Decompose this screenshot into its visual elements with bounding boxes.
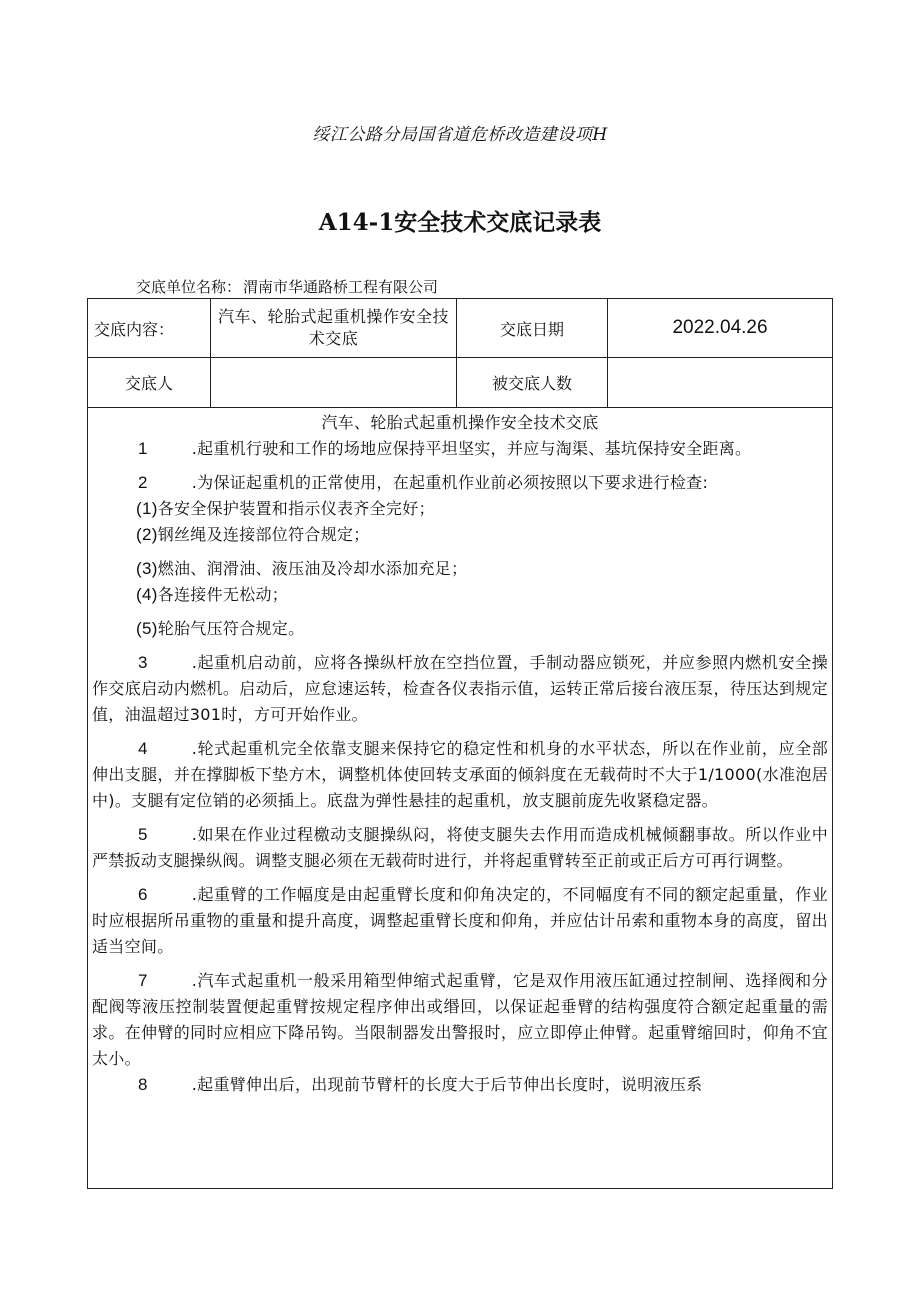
paragraph-2: 2 .为保证起重机的正常使用，在起重机作业前必须按照以下要求进行检查: xyxy=(92,470,828,496)
content-value-cell xyxy=(211,299,457,357)
unit-value: 渭南市华通路桥工程有限公司 xyxy=(243,278,439,296)
record-form xyxy=(87,298,833,1189)
date-value: 2022.04.26 xyxy=(672,317,768,338)
content-value: 汽车、轮胎式起重机操作安全技术交底 xyxy=(217,307,449,348)
form-row-content xyxy=(88,299,832,358)
paragraph-7: 7 .汽车式起重机一般采用箱型伸缩式起重臂，它是双作用液压缸通过控制闸、选择阀和分配阀等液压控制装置便起重臂按规定程序伸出或缗回，以保证起垂臂的结构强度符合额定起重量的需求。在伸臂的同时应相应下降吊钩。当限制器发出警报时，应立即停止伸臂。起重臂缩回时，仰角不宜太小。 xyxy=(92,968,828,1072)
form-row-person xyxy=(88,358,832,408)
paragraph-number: 2 xyxy=(138,473,148,492)
form-title: A14-1安全技术交底记录表 xyxy=(318,209,602,236)
unit-label: 交底单位名称： xyxy=(136,278,242,296)
paragraph-number: 5 xyxy=(138,825,148,844)
person-value xyxy=(211,358,457,407)
person-label: 交底人 xyxy=(88,358,211,407)
count-value xyxy=(608,358,832,407)
paragraph-5: 5 .如果在作业过程檄动支腿操纵闷，将使支腿失去作用而造成机械倾翻事故。所以作业中严禁扳动支腿操纵阀。调整支腿必须在无载荷时进行，并将起重臂转至正前或正后方可再行调整。 xyxy=(92,822,828,874)
paragraph-number: 4 xyxy=(138,739,148,758)
paragraph-number: 7 xyxy=(138,971,148,990)
unit-line xyxy=(134,276,438,297)
check-item: (3)燃油、润滑油、液压油及冷却水添加充足； xyxy=(136,559,468,578)
check-item: (4)各连接件无松动； xyxy=(136,585,289,604)
project-name: 绥江公路分局国省道危桥改造建设项H xyxy=(312,125,608,145)
paragraph-6: 6 .起重臂的工作幅度是由起重臂长度和仰角决定的，不同幅度有不同的额定起重量，作业时应根据所吊重物的重量和提升高度，调整起重臂长度和仰角，并应估计吊索和重物本身的高度，留出适当空间。 xyxy=(92,882,828,960)
disclosure-content xyxy=(88,408,832,1098)
content-title: 汽车、轮胎式起重机操作安全技术交底 xyxy=(321,413,599,432)
date-label: 交底日期 xyxy=(457,299,608,357)
paragraph-4: 4 .轮式起重机完全依靠支腿来保持它的稳定性和机身的水平状态，所以在作业前，应全部伸出支腿，并在撑脚板下垫方木，调整机体使回转支承面的倾斜度在无载荷时不大于1/1000(水准泡居中)。支腿有定位销的必须插上。底盘为弹性悬挂的起重机，放支腿前庞先收紧稳定器。 xyxy=(92,736,828,814)
check-item: (1)各安全保护装置和指示仪表齐全完好； xyxy=(136,499,435,518)
paragraph-3: 3 .起重机启动前，应将各操纵杆放在空挡位置，手制动器应锁死，并应参照内燃机安全操作交底启动内燃机。启动后，应怠速运转，检查各仪表指示值，运转正常后接台液压泵，待压达到规定值，油温超过301时，方可开始作业。 xyxy=(92,650,828,728)
content-label: 交底内容： xyxy=(88,299,211,357)
paragraph-number: 8 xyxy=(138,1075,148,1094)
check-item: (2)钢丝绳及连接部位符合规定； xyxy=(136,525,370,544)
paragraph-number: 3 xyxy=(138,653,148,672)
check-item: (5)轮胎气压符合规定。 xyxy=(136,619,305,638)
paragraph-number: 1 xyxy=(138,439,148,458)
count-label: 被交底人数 xyxy=(457,358,608,407)
paragraph-8: 8 .起重臂伸出后，出现前节臂杆的长度大于后节伸出长度时，说明液压系 xyxy=(92,1072,828,1098)
paragraph-1: 1 .起重机行驶和工作的场地应保持平坦坚实，并应与淘渠、基坑保持安全距离。 xyxy=(92,436,828,462)
paragraph-number: 6 xyxy=(138,885,148,904)
